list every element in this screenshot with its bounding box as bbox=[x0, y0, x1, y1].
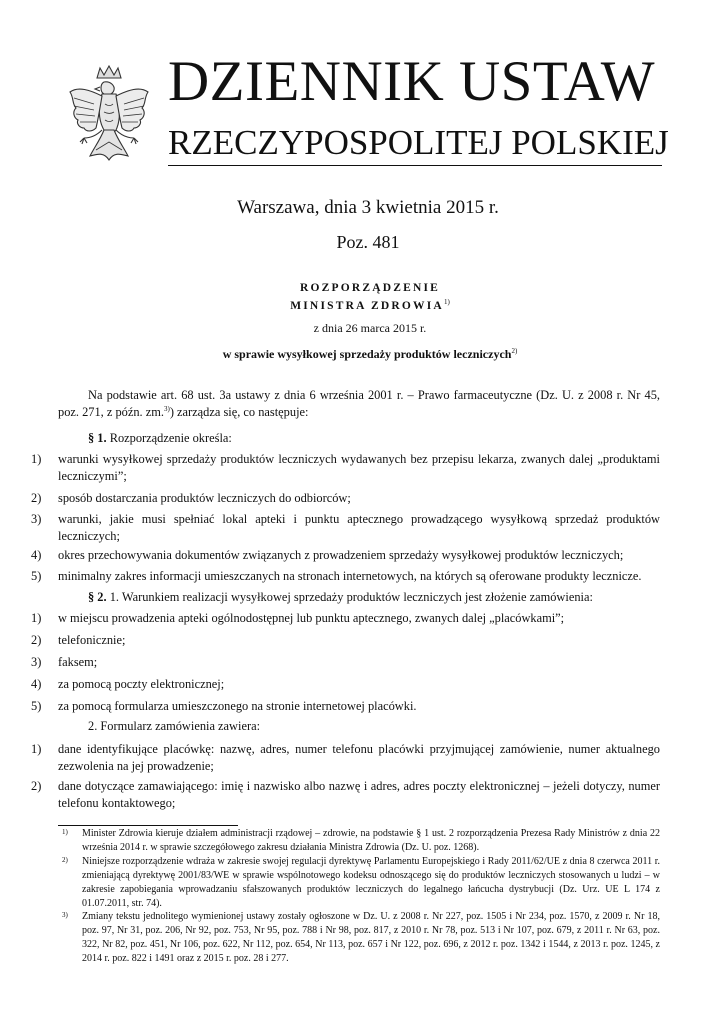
footnote-ref-2: 2) bbox=[511, 347, 518, 355]
item-text: w miejscu prowadzenia apteki ogólnodostępnej lub punktu aptecznego, zwanych dalej „placówkami”; bbox=[58, 611, 565, 625]
section-1-intro-text: Rozporządzenie określa: bbox=[109, 431, 232, 445]
section-2-intro bbox=[88, 589, 593, 606]
item-number: 5) bbox=[31, 699, 42, 713]
item-number: 1) bbox=[31, 452, 42, 466]
section-2-label: § 2. bbox=[88, 590, 107, 604]
act-subject bbox=[8, 347, 724, 362]
item-text: za pomocą formularza umieszczonego na stronie internetowej placówki. bbox=[58, 699, 417, 713]
publication-date: Warszawa, dnia 3 kwietnia 2015 r. bbox=[237, 197, 499, 218]
journal-subtitle: RZECZYPOSPOLITEJ POLSKIEJ bbox=[168, 123, 669, 162]
item-number: 4) bbox=[31, 677, 42, 691]
preamble-text-a: Na podstawie art. 68 ust. 3a ustawy z dnia 6 września 2001 r. – Prawo farmaceutyczne (Dz. U. z 2008 r. Nr 45, poz. 271, z późn. zm. bbox=[58, 388, 660, 419]
item-text: sposób dostarczania produktów leczniczych do odbiorców; bbox=[58, 491, 351, 505]
footnote-number: 1) bbox=[62, 828, 68, 836]
item-text: faksem; bbox=[58, 655, 98, 669]
list-item bbox=[31, 568, 660, 585]
preamble bbox=[58, 387, 660, 420]
item-text: okres przechowywania dokumentów związanych z prowadzeniem sprzedaży wysyłkowej produktów leczniczych; bbox=[58, 548, 624, 562]
list-item bbox=[31, 610, 660, 627]
footnote bbox=[62, 827, 660, 855]
list-item bbox=[31, 490, 660, 507]
issuer-name: MINISTRA ZDROWIA bbox=[290, 300, 444, 312]
list-item bbox=[31, 654, 660, 671]
journal-title: DZIENNIK USTAW bbox=[168, 50, 656, 113]
footnote bbox=[62, 910, 660, 966]
list-item bbox=[31, 698, 660, 715]
item-text: telefonicznie; bbox=[58, 633, 126, 647]
subject-text: w sprawie wysyłkowej sprzedaży produktów leczniczych bbox=[222, 347, 512, 361]
item-text: dane dotyczące zamawiającego: imię i nazwisko albo nazwę i adres, adres poczty elektronicznej – jeżeli dotyczy, numer telefonu kontaktowego; bbox=[58, 779, 660, 810]
list-item bbox=[31, 511, 660, 544]
footnote bbox=[62, 855, 660, 911]
footnote-ref-3: 3) bbox=[163, 404, 170, 413]
list-item bbox=[31, 547, 660, 564]
footnote-ref-1: 1) bbox=[443, 298, 450, 307]
list-item bbox=[31, 778, 660, 811]
list-item bbox=[31, 451, 660, 484]
item-text: dane identyfikujące placówkę: nazwę, adres, numer telefonu placówki przyjmującej zamówienie, numer aktualnego zezwolenia na jej prowadzenie; bbox=[58, 742, 660, 773]
item-number: 3) bbox=[31, 655, 42, 669]
item-text: warunki wysyłkowej sprzedaży produktów leczniczych wydawanych bez przepisu lekarza, zwanych dalej „produktami leczniczymi”; bbox=[58, 452, 660, 483]
item-text: warunki, jakie musi spełniać lokal apteki i punktu aptecznego prowadzącego wysyłkową sprzedaż produktów leczniczych; bbox=[58, 512, 660, 543]
footnote-text: Niniejsze rozporządzenie wdraża w zakresie swojej regulacji dyrektywę Parlamentu Europejskiego i Rady 2011/62/UE z dnia 8 czerwca 2011 r. zmieniającą dyrektywę 2001/83/WE w sprawie wspólnotowego kodeksu odnoszącego się do produktów leczniczych stosowanych u ludzi – w zakresie zapobiegania wprowadzaniu sfałszowanych produktów leczniczych do legalnego łańcucha dystrybucji (Dz. Urz. UE L 174 z 01.07.2011, str. 74). bbox=[82, 856, 660, 909]
item-number: 1) bbox=[31, 742, 42, 756]
header-divider bbox=[168, 165, 662, 166]
act-issuer bbox=[8, 300, 724, 312]
section-1-intro bbox=[88, 430, 232, 447]
polish-eagle-emblem-icon bbox=[64, 64, 154, 172]
item-number: 1) bbox=[31, 611, 42, 625]
preamble-text-b: ) zarządza się, co następuje: bbox=[169, 404, 309, 419]
footnote-number: 2) bbox=[62, 856, 68, 864]
position-number: Poz. 481 bbox=[336, 232, 400, 252]
footnote-divider bbox=[58, 825, 238, 826]
item-number: 2) bbox=[31, 633, 42, 647]
act-date: z dnia 26 marca 2015 r. bbox=[313, 321, 427, 335]
list-item bbox=[31, 632, 660, 649]
act-type: ROZPORZĄDZENIE bbox=[299, 282, 441, 294]
item-number: 2) bbox=[31, 491, 42, 505]
footnote-text: Zmiany tekstu jednolitego wymienionej ustawy zostały ogłoszone w Dz. U. z 2008 r. Nr 227, poz. 1505 i Nr 234, poz. 1570, z 2009 r. Nr 18, poz. 97, Nr 31, poz. 206, Nr 92, poz. 753, Nr 95, poz. 788 i Nr 98, poz. 817, z 2010 r. Nr 78, poz. 513 i Nr 107, poz. 679, z 2011 r. Nr 63, poz. 322, Nr 82, poz. 451, Nr 106, poz. 622, Nr 112, poz. 654, Nr 113, poz. 657 i Nr 122, poz. 696, z 2012 r. poz. 1342 i 1544, z 2013 r. poz. 1245, z 2014 r. poz. 822 i 1491 oraz z 2015 r. poz. 28 i 277. bbox=[82, 911, 660, 964]
item-number: 4) bbox=[31, 548, 42, 562]
footnote-number: 3) bbox=[62, 911, 68, 919]
item-text: za pomocą poczty elektronicznej; bbox=[58, 677, 225, 691]
list-item bbox=[31, 676, 660, 693]
item-number: 5) bbox=[31, 569, 42, 583]
footnote-text: Minister Zdrowia kieruje działem administracji rządowej – zdrowie, na podstawie § 1 ust. 2 rozporządzenia Prezesa Rady Ministrów z dnia 22 września 2014 r. w sprawie szczegółowego zakresu działania Ministra Zdrowia (Dz. U. poz. 1268). bbox=[82, 828, 660, 853]
item-number: 3) bbox=[31, 512, 42, 526]
list-item bbox=[31, 741, 660, 774]
section-1-label: § 1. bbox=[88, 431, 107, 445]
item-number: 2) bbox=[31, 779, 42, 793]
item-text: minimalny zakres informacji umieszczanych na stronach internetowych, na których są oferowane produkty lecznicze. bbox=[58, 569, 642, 583]
section-2-intro-text: 1. Warunkiem realizacji wysyłkowej sprzedaży produktów leczniczych jest złożenie zamówienia: bbox=[109, 590, 593, 604]
section-2-paragraph-2-intro: 2. Formularz zamówienia zawiera: bbox=[88, 719, 261, 733]
